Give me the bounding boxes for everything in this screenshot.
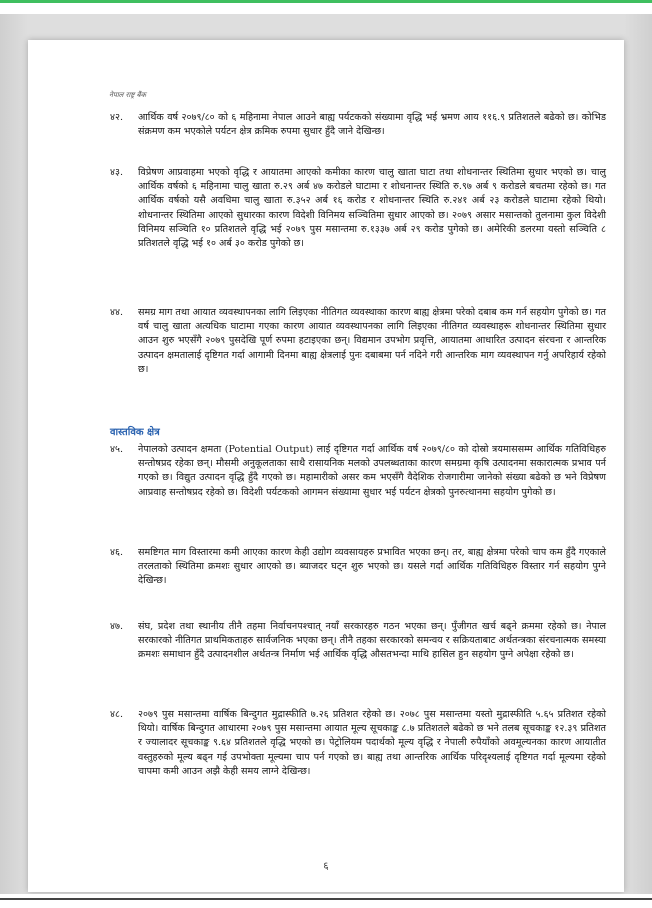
running-header: नेपाल राष्ट्र बैंक [109, 91, 147, 99]
paragraph-text: आर्थिक वर्ष २०७९/८० को ६ महिनामा नेपाल आउने बाह्य पर्यटकको संख्यामा वृद्धि भई भ्रमण आय ११६.९ प्रतिशतले बढेको छ। कोभिड संक्रमण कम भएकोले पर्यटन क्षेत्र क्रमिक रुपमा सुधार हुँदै जाने देखिन्छ। [138, 112, 606, 138]
section-heading: वास्तविक क्षेत्र [110, 427, 160, 438]
paragraph-number: ४७. [110, 621, 124, 632]
viewer-bottom-bar [0, 894, 652, 908]
paragraph-number: ४४. [110, 307, 124, 318]
document-page [28, 40, 624, 892]
paragraph-42 [110, 111, 606, 139]
paragraph-43 [110, 166, 606, 251]
paragraph-45 [110, 443, 606, 500]
paragraph-47 [110, 620, 606, 663]
paragraph-text: संघ, प्रदेश तथा स्थानीय तीनै तहमा निर्वाचनपश्चात् नयाँ सरकारहरु गठन भएका छन्। पुँजीगत खर्च बढ्ने क्रममा रहेको छ। नेपाल सरकारको नीतिगत प्राथमिकताहरु सार्वजनिक भएका छन्। तीनै तहका सरकारको समन्वय र सक्रियताबाट अर्थतन्त्रका संरचनात्मक समस्या क्रमशः समाधान हुँदै उत्पादनशील अर्थतन्त्र निर्माण भई आर्थिक वृद्धि औसतभन्दा माथि हासिल हुन सहयोग पुग्ने अपेक्षा रहेको छ। [138, 621, 606, 661]
bottom-divider [0, 898, 652, 900]
paragraph-number: ४२. [110, 112, 124, 123]
paragraph-number: ४८. [110, 709, 124, 720]
progress-accent-line [0, 0, 652, 3]
paragraph-text: समष्टिगत माग विस्तारमा कमी आएका कारण केही उद्योग व्यवसायहरु प्रभावित भएका छन्। तर, बाह्य क्षेत्रमा परेको चाप कम हुँदै गएकाले तरलताको स्थितिमा क्रमशः सुधार आएको छ। ब्याजदर घट्न शुरु भएको छ। यसले गर्दा आर्थिक गतिविधिहरु विस्तार गर्न सहयोग पुग्ने देखिन्छ। [138, 547, 606, 587]
paragraph-number: ४६. [110, 547, 124, 558]
document-viewer[interactable] [0, 14, 652, 894]
viewer-top-bar [0, 0, 652, 14]
paragraph-text: समग्र माग तथा आयात व्यवस्थापनका लागि लिइएका नीतिगत व्यवस्थाका कारण बाह्य क्षेत्रमा परेको दबाब कम गर्न सहयोग पुगेको छ। गत वर्ष चालु खाता अत्यधिक घाटामा गएका कारण आयात व्यवस्थापनका लागि लिइएका नीतिगत व्यवस्थाहरू शोधनान्तर स्थितिमा सुधार आउन शुरु भएसँगै २०७९ पुसदेखि पूर्ण रुपमा हटाइएका छन्। विद्यमान उपभोग प्रवृत्ति, आयातमा आधारित उत्पादन संरचना र आन्तरिक उत्पादन क्षमतालाई दृष्टिगत गर्दा आगामी दिनमा बाह्य क्षेत्रलाई पुनः दबाबमा पर्न नदिने गरी आन्तरिक माग व्यवस्थापन गर्नु अपरिहार्य रहेको छ। [138, 307, 606, 375]
paragraph-46 [110, 546, 606, 589]
paragraph-48 [110, 708, 606, 779]
paragraph-text: २०७९ पुस मसान्तमा वार्षिक बिन्दुगत मुद्रास्फीति ७.२६ प्रतिशत रहेको छ। २०७८ पुस मसान्तमा यस्तो मुद्रास्फीति ५.६५ प्रतिशत रहेको थियो। वार्षिक बिन्दुगत आधारमा २०७९ पुस मसान्तमा आयात मूल्य सूचकाङ्क ८.७ प्रतिशतले बढेको छ भने तलब सूचकाङ्क १२.३९ प्रतिशत र ज्यालादर सूचकाङ्क ९.६४ प्रतिशतले वृद्धि भएको छ। पेट्रोलियम पदार्थको मूल्य वृद्धि र नेपाली रुपैयाँको अवमूल्यनका कारण आयातीत वस्तुहरुको मूल्य बढ्न गई उपभोक्ता मूल्यमा चाप पर्न गएको छ। बाह्य तथा आन्तरिक आर्थिक परिदृश्यलाई दृष्टिगत गर्दा मूल्यमा रहेको चापमा कमी आउन अझै केही समय लाग्ने देखिन्छ। [138, 709, 606, 777]
paragraph-44 [110, 306, 606, 377]
paragraph-text: विप्रेषण आप्रवाहमा भएको वृद्धि र आयातमा आएको कमीका कारण चालु खाता घाटा तथा शोधनान्तर स्थितिमा सुधार भएको छ। चालु आर्थिक वर्षको ६ महिनामा चालु खाता रु.२९ अर्ब ४७ करोडले घाटामा र शोधनान्तर स्थिति रु.९७ अर्ब ९ करोडले बचतमा रहेको छ। गत आर्थिक वर्षको यसै अवधिमा चालु खाता रु.३५२ अर्ब १६ करोड र शोधनान्तर स्थिति रु.२४१ अर्ब २३ करोडले घाटामा रहेको थियो। शोधनान्तर स्थितिमा आएको सुधारका कारण विदेशी विनिमय सञ्चितिमा सुधार आएको छ। २०७९ असार मसान्तको तुलनामा कुल विदेशी विनिमय सञ्चिति १० प्रतिशतले वृद्धि भई २०७९ पुस मसान्तमा रु.१३३७ अर्ब २९ करोड पुगेको छ। अमेरिकी डलरमा यस्तो सञ्चिति ८ प्रतिशतले वृद्धि भई १० अर्ब ३० करोड पुगेको छ। [138, 167, 606, 250]
paragraph-number: ४५. [110, 444, 124, 455]
page-number: ६ [323, 861, 329, 872]
paragraph-number: ४३. [110, 167, 124, 178]
paragraph-text: नेपालको उत्पादन क्षमता (Potential Output) लाई दृष्टिगत गर्दा आर्थिक वर्ष २०७९/८० को दोस्रो त्रयमाससम्म आर्थिक गतिविधिहरु सन्तोषप्रद रहेका छन्। मौसमी अनुकूलताका साथै रासायनिक मलको उपलब्धताका कारण समग्रमा कृषि उत्पादनमा सकारात्मक प्रभाव पर्न गएको छ। विद्युत उत्पादन वृद्धि हुँदै गएको छ। महामारीको असर कम भएसँगै वैदेशिक रोजगारीमा जानेको संख्या बढेको छ भने विप्रेषण आप्रवाह सन्तोषप्रद रहेको छ। विदेशी पर्यटकको आगमन संख्यामा सुधार भई पर्यटन क्षेत्रको पुनरुत्थानमा सहयोग पुगेको छ। [138, 444, 606, 498]
